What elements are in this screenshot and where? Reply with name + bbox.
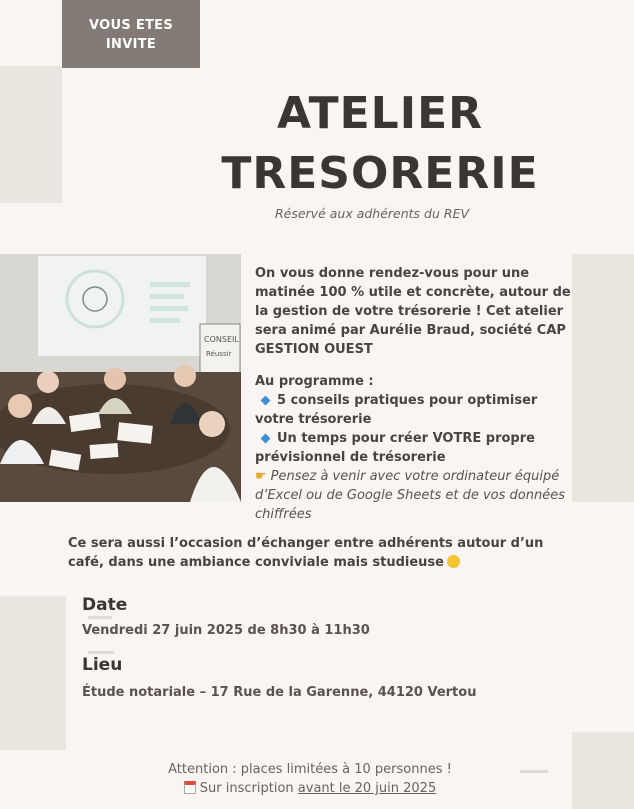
title-line-1: ATELIER	[276, 88, 484, 139]
closing-paragraph	[68, 534, 578, 572]
program-tip	[255, 467, 575, 524]
program-item-2	[255, 429, 575, 467]
blue-diamond-icon	[261, 395, 271, 405]
badge-line-1: VOUS ETES	[88, 18, 174, 33]
winking-face-icon	[447, 555, 460, 568]
notice-line-2-prefix: Sur inscription	[199, 781, 294, 796]
closing-text: Ce sera aussi l’occasion d’échanger entre adhérents autour d’un café, dans une ambiance conviviale mais studieuse	[68, 536, 544, 570]
whiteboard-text-1: CONSEIL	[204, 335, 239, 344]
blue-diamond-icon	[261, 433, 271, 443]
registration-deadline: avant le 20 juin 2025	[297, 781, 437, 796]
program-item-2-text: Un temps pour créer VOTRE propre prévisionnel de trésorerie	[255, 431, 535, 465]
title-line-2: TRESORERIE	[221, 148, 539, 199]
page-title	[0, 84, 634, 204]
badge-line-2: INVITE	[105, 37, 157, 52]
intro-paragraph: On vous donne rendez-vous pour une matinée 100 % utile et concrète, autour de la gestion de votre trésorerie ! Cet atelier sera animé par Aurélie Braud, société CAP GESTION OUEST	[255, 266, 571, 357]
decor-block-bottom-left	[0, 596, 66, 750]
invite-badge	[62, 0, 200, 68]
program-item-1	[255, 391, 575, 429]
workshop-photo	[0, 254, 241, 502]
date-divider	[88, 616, 112, 619]
program-tip-text: Pensez à venir avec votre ordinateur équipé d’Excel ou de Google Sheets et de vos données chiffrées	[255, 469, 565, 522]
decor-block-right-middle	[572, 254, 634, 502]
program-heading: Au programme :	[255, 374, 374, 389]
location-divider	[88, 651, 114, 654]
notice-line-2	[0, 779, 620, 798]
pointing-hand-icon: ☛	[255, 469, 267, 484]
page-subtitle: Réservé aux adhérents du REV	[274, 206, 470, 221]
whiteboard-text-2: Réussir	[206, 350, 232, 358]
program-section	[255, 372, 575, 524]
date-value: Vendredi 27 juin 2025 de 8h30 à 11h30	[82, 623, 370, 638]
location-value: Étude notariale – 17 Rue de la Garenne, 44120 Vertou	[82, 685, 477, 700]
program-item-1-text: 5 conseils pratiques pour optimiser votre trésorerie	[255, 393, 538, 427]
notice	[0, 760, 620, 798]
date-label: Date	[82, 595, 128, 615]
notice-line-1: Attention : places limitées à 10 personnes !	[168, 762, 452, 777]
calendar-icon	[184, 781, 196, 794]
location-label: Lieu	[82, 655, 123, 675]
